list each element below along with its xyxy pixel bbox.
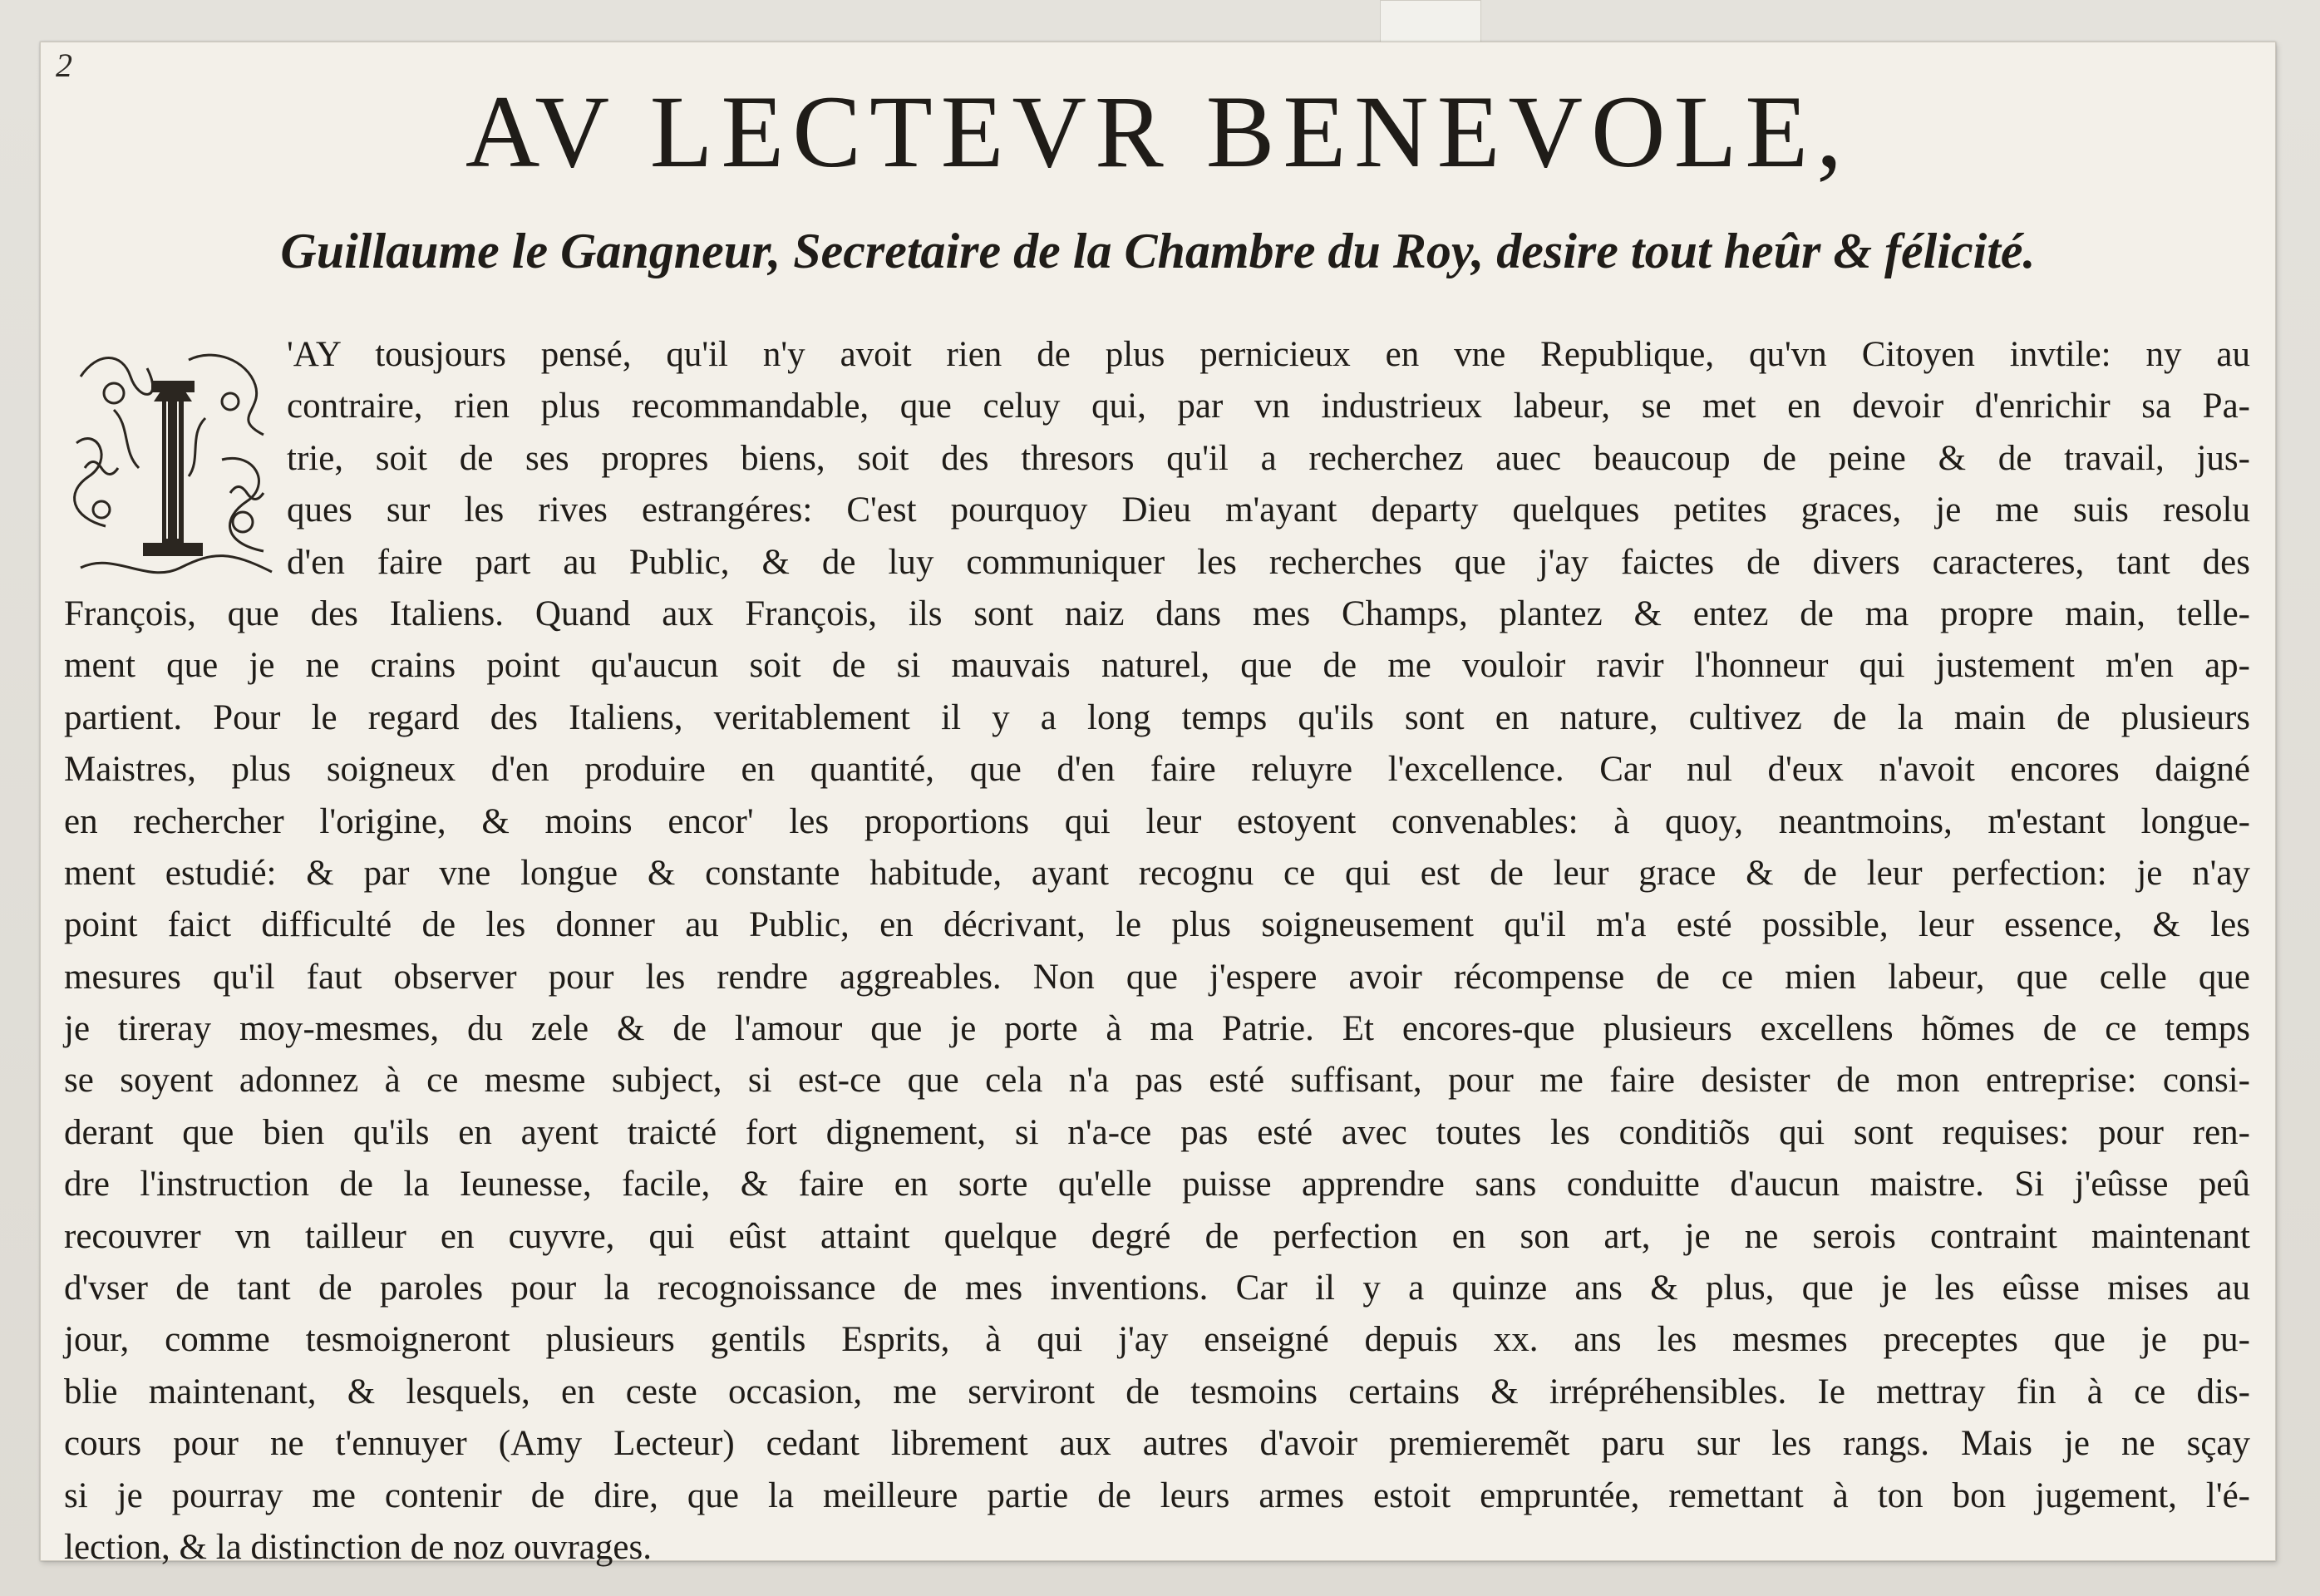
text-line: derant que bien qu'ils en ayent traicté fort dignement, si n'a-ce pas esté avec toutes les conditiõs qui sont requises: pour ren- <box>64 1112 2250 1152</box>
text-line: en rechercher l'origine, & moins encor' les proportions qui leur estoyent convenables: à quoy, neantmoins, m'estant longue- <box>64 801 2250 841</box>
text-line: si je pourray me contenir de dire, que la meilleure partie de leurs armes estoit empruntée, remettant à ton bon jugement, l'é- <box>64 1475 2250 1515</box>
text-line: jour, comme tesmoigneront plusieurs gentils Esprits, à qui j'ay enseigné depuis xx. ans les mesmes preceptes que je pu- <box>64 1320 2250 1360</box>
text-line: dre l'instruction de la Ieunesse, facile, & faire en sorte qu'elle puisse apprendre sans conduitte d'aucun maistre. Si j'eûsse peû <box>64 1165 2250 1204</box>
text-line: se soyent adonnez à ce mesme subject, si est-ce que cela n'a pas esté suffisant, pour me faire desister de mon entreprise: consi- <box>64 1061 2250 1101</box>
page-number: 2 <box>56 47 72 84</box>
text-line: trie, soit de ses propres biens, soit des thresors qu'il a recherchez auec beaucoup de peine & de travail, jus- <box>287 438 2250 478</box>
text-line: d'en faire part au Public, & de luy communiquer les recherches que j'ay faictes de divers caracteres, tant des <box>287 542 2250 582</box>
text-line: François, que des Italiens. Quand aux François, ils sont naiz dans mes Champs, plantez & entez de ma propre main, telle- <box>64 594 2250 633</box>
text-line: contraire, rien plus recommandable, que celuy qui, par vn industrieux labeur, se met en devoir d'enrichir sa Pa- <box>287 387 2250 426</box>
text-line: ment estudié: & par vne longue & constante habitude, ayant recognu ce qui est de leur grace & de leur perfection: je n'ay <box>64 853 2250 893</box>
text-line: je tireray moy-mesmes, du zele & de l'amour que je porte à ma Patrie. Et encores-que plusieurs excellens hõmes de ce temps <box>64 1009 2250 1049</box>
text-line: mesures qu'il faut observer pour les rendre aggreables. Non que j'espere avoir récompense de ce mien labeur, que celle que <box>64 957 2250 997</box>
text-line: Maistres, plus soigneux d'en produire en quantité, que d'en faire reluyre l'excellence. Car nul d'eux n'avoit encores daigné <box>64 750 2250 790</box>
text-line: ment que je ne crains point qu'aucun soit de si mauvais naturel, que de me vouloir ravir l'honneur qui justement m'en ap- <box>64 646 2250 686</box>
text-line: blie maintenant, & lesquels, en ceste occasion, me serviront de tesmoins certains & irrépréhensibles. Ie mettray fin à ce dis- <box>64 1372 2250 1411</box>
body-text <box>64 329 2250 1574</box>
page-subtitle: Guillaume le Gangneur, Secretaire de la Chambre du Roy, desire tout heûr & félicité. <box>280 224 2036 278</box>
text-line: d'vser de tant de paroles pour la recognoissance de mes inventions. Car il y a quinze ans & plus, que je les eûsse mises au <box>64 1268 2250 1308</box>
page-title: AV LECTEVR BENEVOLE, <box>465 75 1851 189</box>
text-line: recouvrer vn tailleur en cuyvre, qui eûst attaint quelque degré de perfection en son art, je ne serois contraint maintenant <box>64 1216 2250 1256</box>
text-line: 'AY tousjours pensé, qu'il n'y avoit rien de plus pernicieux en vne Republique, qu'vn Citoyen invtile: ny au <box>287 335 2250 374</box>
printed-page <box>40 42 2276 1567</box>
text-line: lection, & la distinction de noz ouvrages. <box>64 1527 652 1567</box>
text-line: point faict difficulté de les donner au Public, en décrivant, le plus soigneusement qu'il m'a esté possible, leur essence, & les <box>64 905 2250 945</box>
text-line: cours pour ne t'ennuyer (Amy Lecteur) cedant librement aux autres d'avoir premieremẽt paru sur les rangs. Mais je ne sçay <box>64 1424 2250 1464</box>
text-line: ques sur les rives estrangéres: C'est pourquoy Dieu m'ayant departy quelques petites graces, je me suis resolu <box>287 490 2250 530</box>
text-line: partient. Pour le regard des Italiens, veritablement il y a long temps qu'ils sont en nature, cultivez de la main de plusieurs <box>64 697 2250 737</box>
